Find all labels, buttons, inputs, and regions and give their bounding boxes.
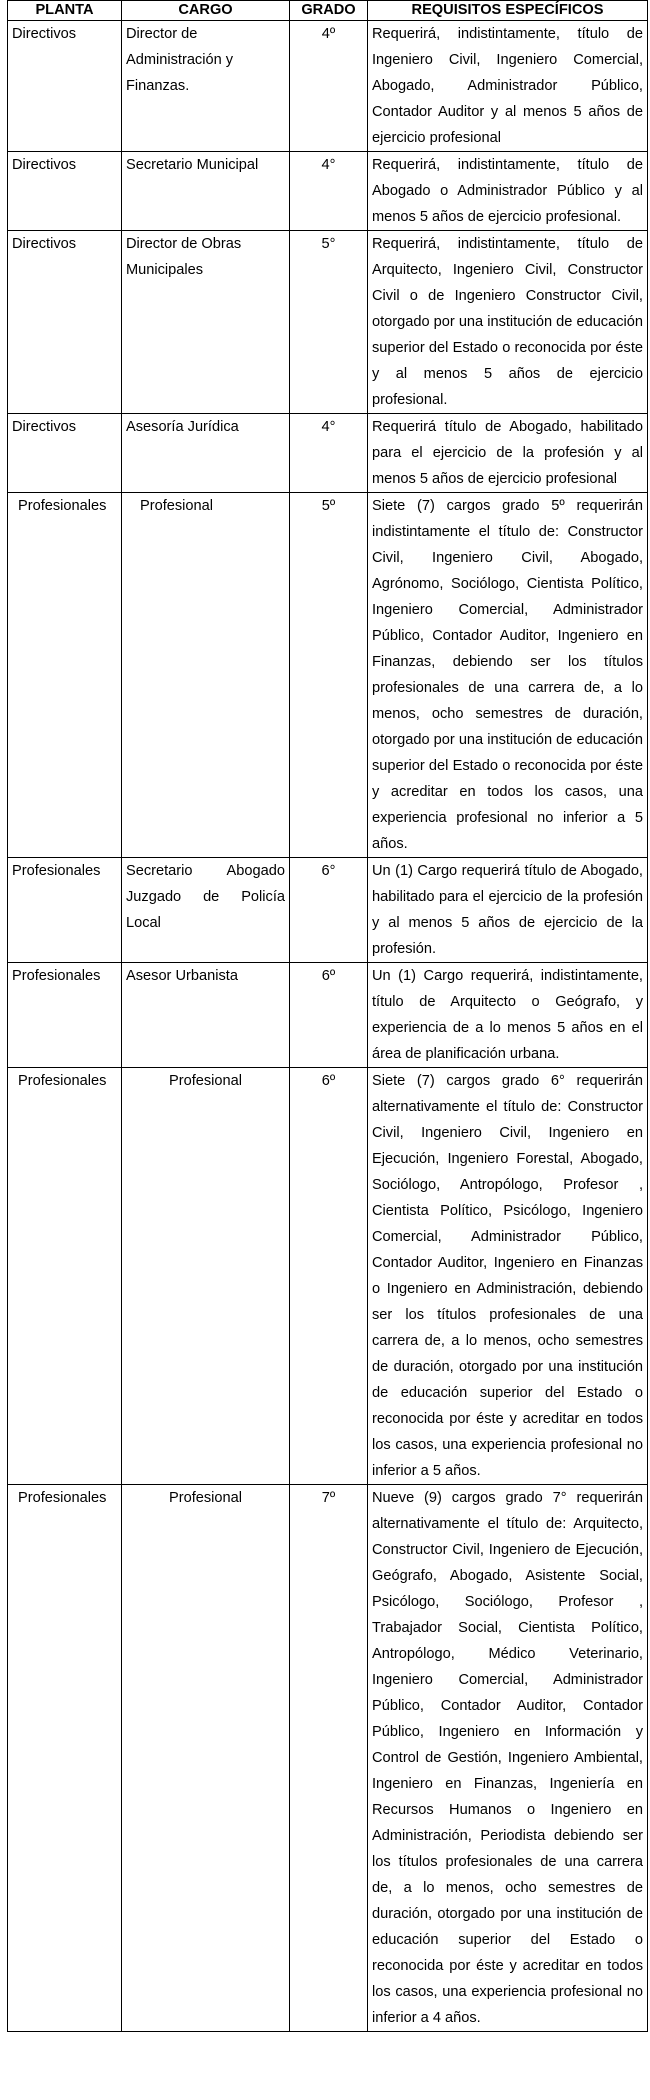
cell-cargo: Asesor Urbanista — [122, 963, 290, 1068]
cell-cargo: Secretario Abogado Juzgado de Policía Local — [122, 858, 290, 963]
cell-grado: 6º — [290, 1068, 368, 1485]
table-row — [8, 858, 648, 963]
cell-requisitos: Requerirá, indistintamente, título de Abogado o Administrador Público y al menos 5 años de ejercicio profesional. — [368, 152, 648, 231]
cell-grado: 5º — [290, 493, 368, 858]
cell-cargo: Director de Obras Municipales — [122, 231, 290, 414]
table-row — [8, 21, 648, 152]
cell-requisitos: Requerirá, indistintamente, título de Arquitecto, Ingeniero Civil, Constructor Civil o de Ingeniero Constructor Civil, otorgado por una institución de educación superior del Estado o reconocida por éste y al menos 5 años de ejercicio profesional. — [368, 231, 648, 414]
cell-grado: 6° — [290, 858, 368, 963]
table-row — [8, 493, 648, 858]
cell-cargo: Profesional — [122, 1068, 290, 1485]
cell-cargo: Director de Administración y Finanzas. — [122, 21, 290, 152]
header-cargo: CARGO — [122, 1, 290, 21]
cell-grado: 7º — [290, 1485, 368, 2032]
table-row — [8, 1485, 648, 2032]
cell-planta: Profesionales — [8, 858, 122, 963]
table-row — [8, 1068, 648, 1485]
cell-grado: 5° — [290, 231, 368, 414]
cell-planta: Profesionales — [8, 963, 122, 1068]
header-planta: PLANTA — [8, 1, 122, 21]
cell-requisitos: Requerirá, indistintamente, título de Ingeniero Civil, Ingeniero Comercial, Abogado, Administrador Público, Contador Auditor y al menos 5 años de ejercicio profesional — [368, 21, 648, 152]
table-header-row — [8, 1, 648, 21]
requirements-table — [7, 0, 648, 2032]
cell-cargo: Secretario Municipal — [122, 152, 290, 231]
cell-grado: 4° — [290, 152, 368, 231]
cell-planta: Directivos — [8, 21, 122, 152]
cell-planta: Directivos — [8, 152, 122, 231]
cell-grado: 4° — [290, 414, 368, 493]
cell-grado: 6º — [290, 963, 368, 1068]
cell-requisitos: Un (1) Cargo requerirá, indistintamente, título de Arquitecto o Geógrafo, y experiencia de a lo menos 5 años en el área de planificación urbana. — [368, 963, 648, 1068]
cell-cargo: Asesoría Jurídica — [122, 414, 290, 493]
cell-requisitos: Nueve (9) cargos grado 7° requerirán alternativamente el título de: Arquitecto, Constructor Civil, Ingeniero de Ejecución, Geógrafo, Abogado, Asistente Social, Psicólogo, Sociólogo, Profesor , Trabajador Social, Cientista Político, Antropólogo, Médico Veterinario, Ingeniero Comercial, Administrador Público, Contador Auditor, Contador Público, Ingeniero en Información y Control de Gestión, Ingeniero Ambiental, Ingeniero en Finanzas, Ingeniería en Recursos Humanos o Ingeniero en Administración, Periodista debiendo ser los títulos profesionales de una carrera de, a lo menos, ocho semestres de duración, otorgado por una institución de educación superior del Estado o reconocida por éste y acreditar en todos los casos, una experiencia profesional no inferior a 4 años. — [368, 1485, 648, 2032]
table-row — [8, 963, 648, 1068]
cell-planta: Directivos — [8, 231, 122, 414]
cell-requisitos: Siete (7) cargos grado 5º requerirán indistintamente el título de: Constructor Civil, Ingeniero Civil, Abogado, Agrónomo, Sociólogo, Cientista Político, Ingeniero Comercial, Administrador Público, Contador Auditor, Ingeniero en Finanzas, debiendo ser los títulos profesionales de una carrera de, a lo menos, ocho semestres de duración, otorgado por una institución de educación superior del Estado o reconocida por éste y acreditar en todos los casos, una experiencia profesional no inferior a 5 años. — [368, 493, 648, 858]
cell-planta: Profesionales — [8, 1068, 122, 1485]
cell-requisitos: Requerirá título de Abogado, habilitado para el ejercicio de la profesión y al menos 5 años de ejercicio profesional — [368, 414, 648, 493]
cell-requisitos: Un (1) Cargo requerirá título de Abogado, habilitado para el ejercicio de la profesión y al menos 5 años de ejercicio de la profesión. — [368, 858, 648, 963]
cell-planta: Profesionales — [8, 493, 122, 858]
cell-requisitos: Siete (7) cargos grado 6° requerirán alternativamente el título de: Constructor Civil, Ingeniero Civil, Ingeniero en Ejecución, Ingeniero Forestal, Abogado, Sociólogo, Antropólogo, Profesor , Cientista Político, Psicólogo, Ingeniero Comercial, Administrador Público, Contador Auditor, Ingeniero en Finanzas o Ingeniero en Administración, debiendo ser los títulos profesionales de una carrera de, a lo menos, ocho semestres de duración, otorgado por una institución de educación superior del Estado o reconocida por éste y acreditar en todos los casos, una experiencia profesional no inferior a 5 años. — [368, 1068, 648, 1485]
cell-grado: 4º — [290, 21, 368, 152]
cell-cargo: Profesional — [122, 493, 290, 858]
table-row — [8, 414, 648, 493]
cell-cargo: Profesional — [122, 1485, 290, 2032]
cell-planta: Profesionales — [8, 1485, 122, 2032]
cell-planta: Directivos — [8, 414, 122, 493]
header-grado: GRADO — [290, 1, 368, 21]
header-requisitos: REQUISITOS ESPECÍFICOS — [368, 1, 648, 21]
table-row — [8, 231, 648, 414]
table-row — [8, 152, 648, 231]
